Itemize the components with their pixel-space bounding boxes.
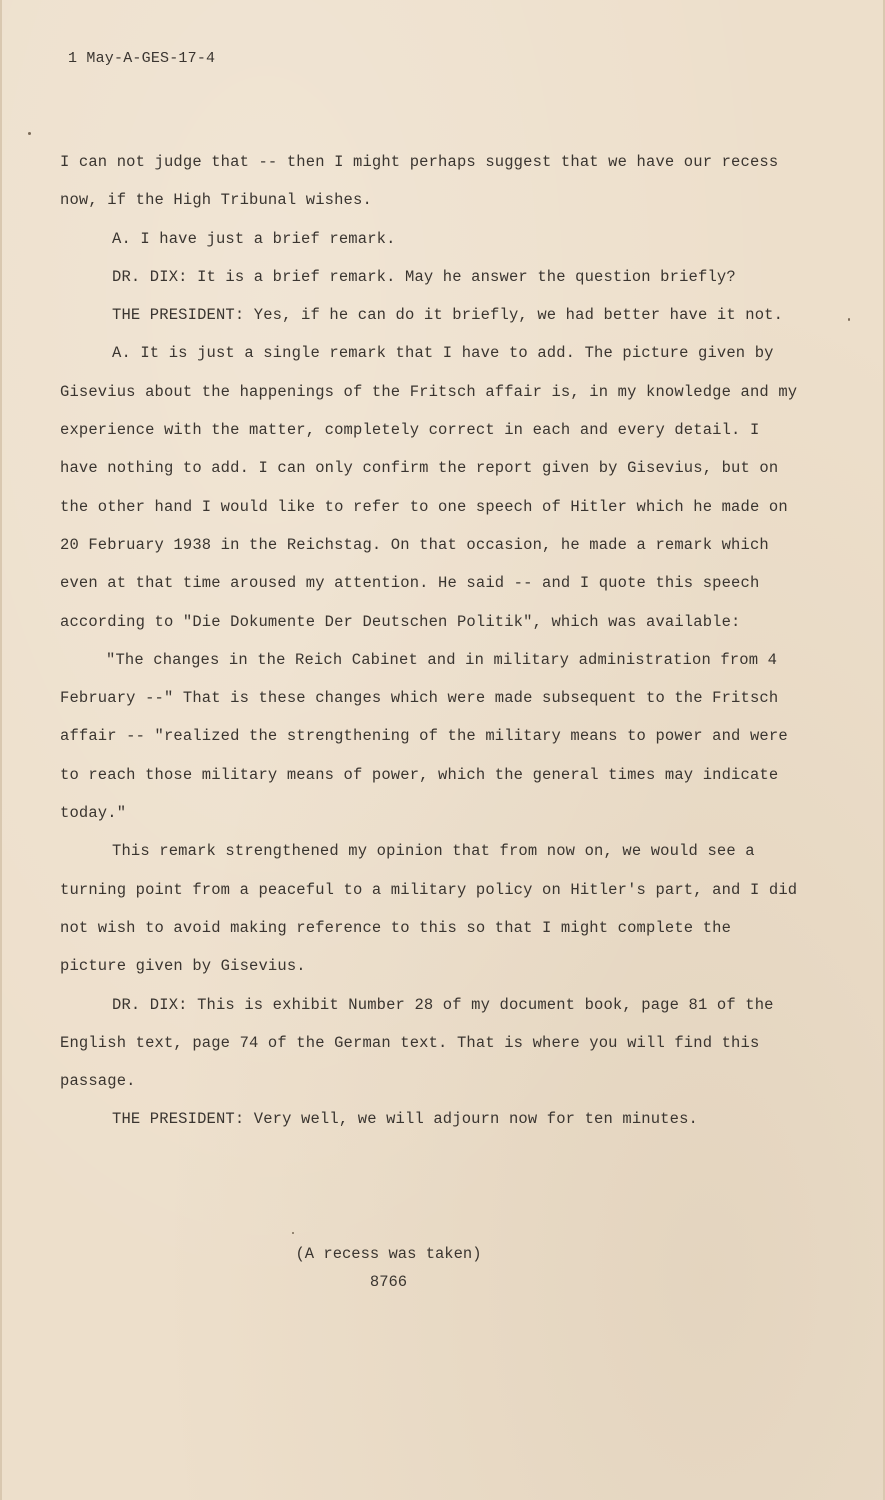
page-number-text: 8766	[369, 1273, 408, 1291]
page-number	[2, 1273, 885, 1291]
paragraph-dr-dix-exhibit: DR. DIX: This is exhibit Number 28 of my document book, page 81 of the English text, page 74 of the German text. That is where you will find this passage.	[60, 995, 774, 1091]
paper-speck	[292, 1232, 294, 1234]
paragraph-witness-statement: A. It is just a single remark that I have to add. The picture given by Gisevius about the happenings of the Fritsch affair is, in my knowledge and my experience with the matter, completely correct in each and every detail. I have nothing to add. I can only confirm the report given by Gisevius, but on the other hand I would like to refer to one speech of Hitler which he made on 20 February 1938 in the Reichstag. On that occasion, he made a remark which even at that time aroused my attention. He said -- and I quote this speech according to "Die Dokumente Der Deutschen Politik", which was available:	[60, 344, 798, 631]
paragraph-witness-opinion: This remark strengthened my opinion that from now on, we would see a turning point from a peaceful to a military policy on Hitler's part, and I did not wish to avoid making reference to this so that I might complete the picture given by Gisevius.	[60, 842, 798, 976]
paper-speck	[28, 132, 31, 135]
paper-speck	[848, 318, 850, 321]
paragraph-hitler-quote: "The changes in the Reich Cabinet and in military administration from 4 February --" That is these changes which were made subsequent to the Fritsch affair -- "realized the strengthening of the military means to power and were to reach those military means of power, which the general times may indicate today."	[60, 650, 788, 823]
paragraph-witness-brief-remark: A. I have just a brief remark.	[112, 229, 396, 248]
document-reference: 1 May-A-GES-17-4	[68, 50, 216, 67]
recess-note	[2, 1245, 885, 1263]
transcript-body	[60, 143, 805, 1139]
paragraph-president-adjourn: THE PRESIDENT: Very well, we will adjourn now for ten minutes.	[112, 1110, 698, 1129]
paragraph-recess-suggestion: I can not judge that -- then I might perhaps suggest that we have our recess now, if the High Tribunal wishes.	[60, 153, 779, 210]
paragraph-president-reply: THE PRESIDENT: Yes, if he can do it briefly, we had better have it not.	[112, 306, 784, 325]
recess-note-text: (A recess was taken)	[295, 1245, 482, 1263]
paragraph-dr-dix-request: DR. DIX: It is a brief remark. May he answer the question briefly?	[112, 267, 736, 286]
